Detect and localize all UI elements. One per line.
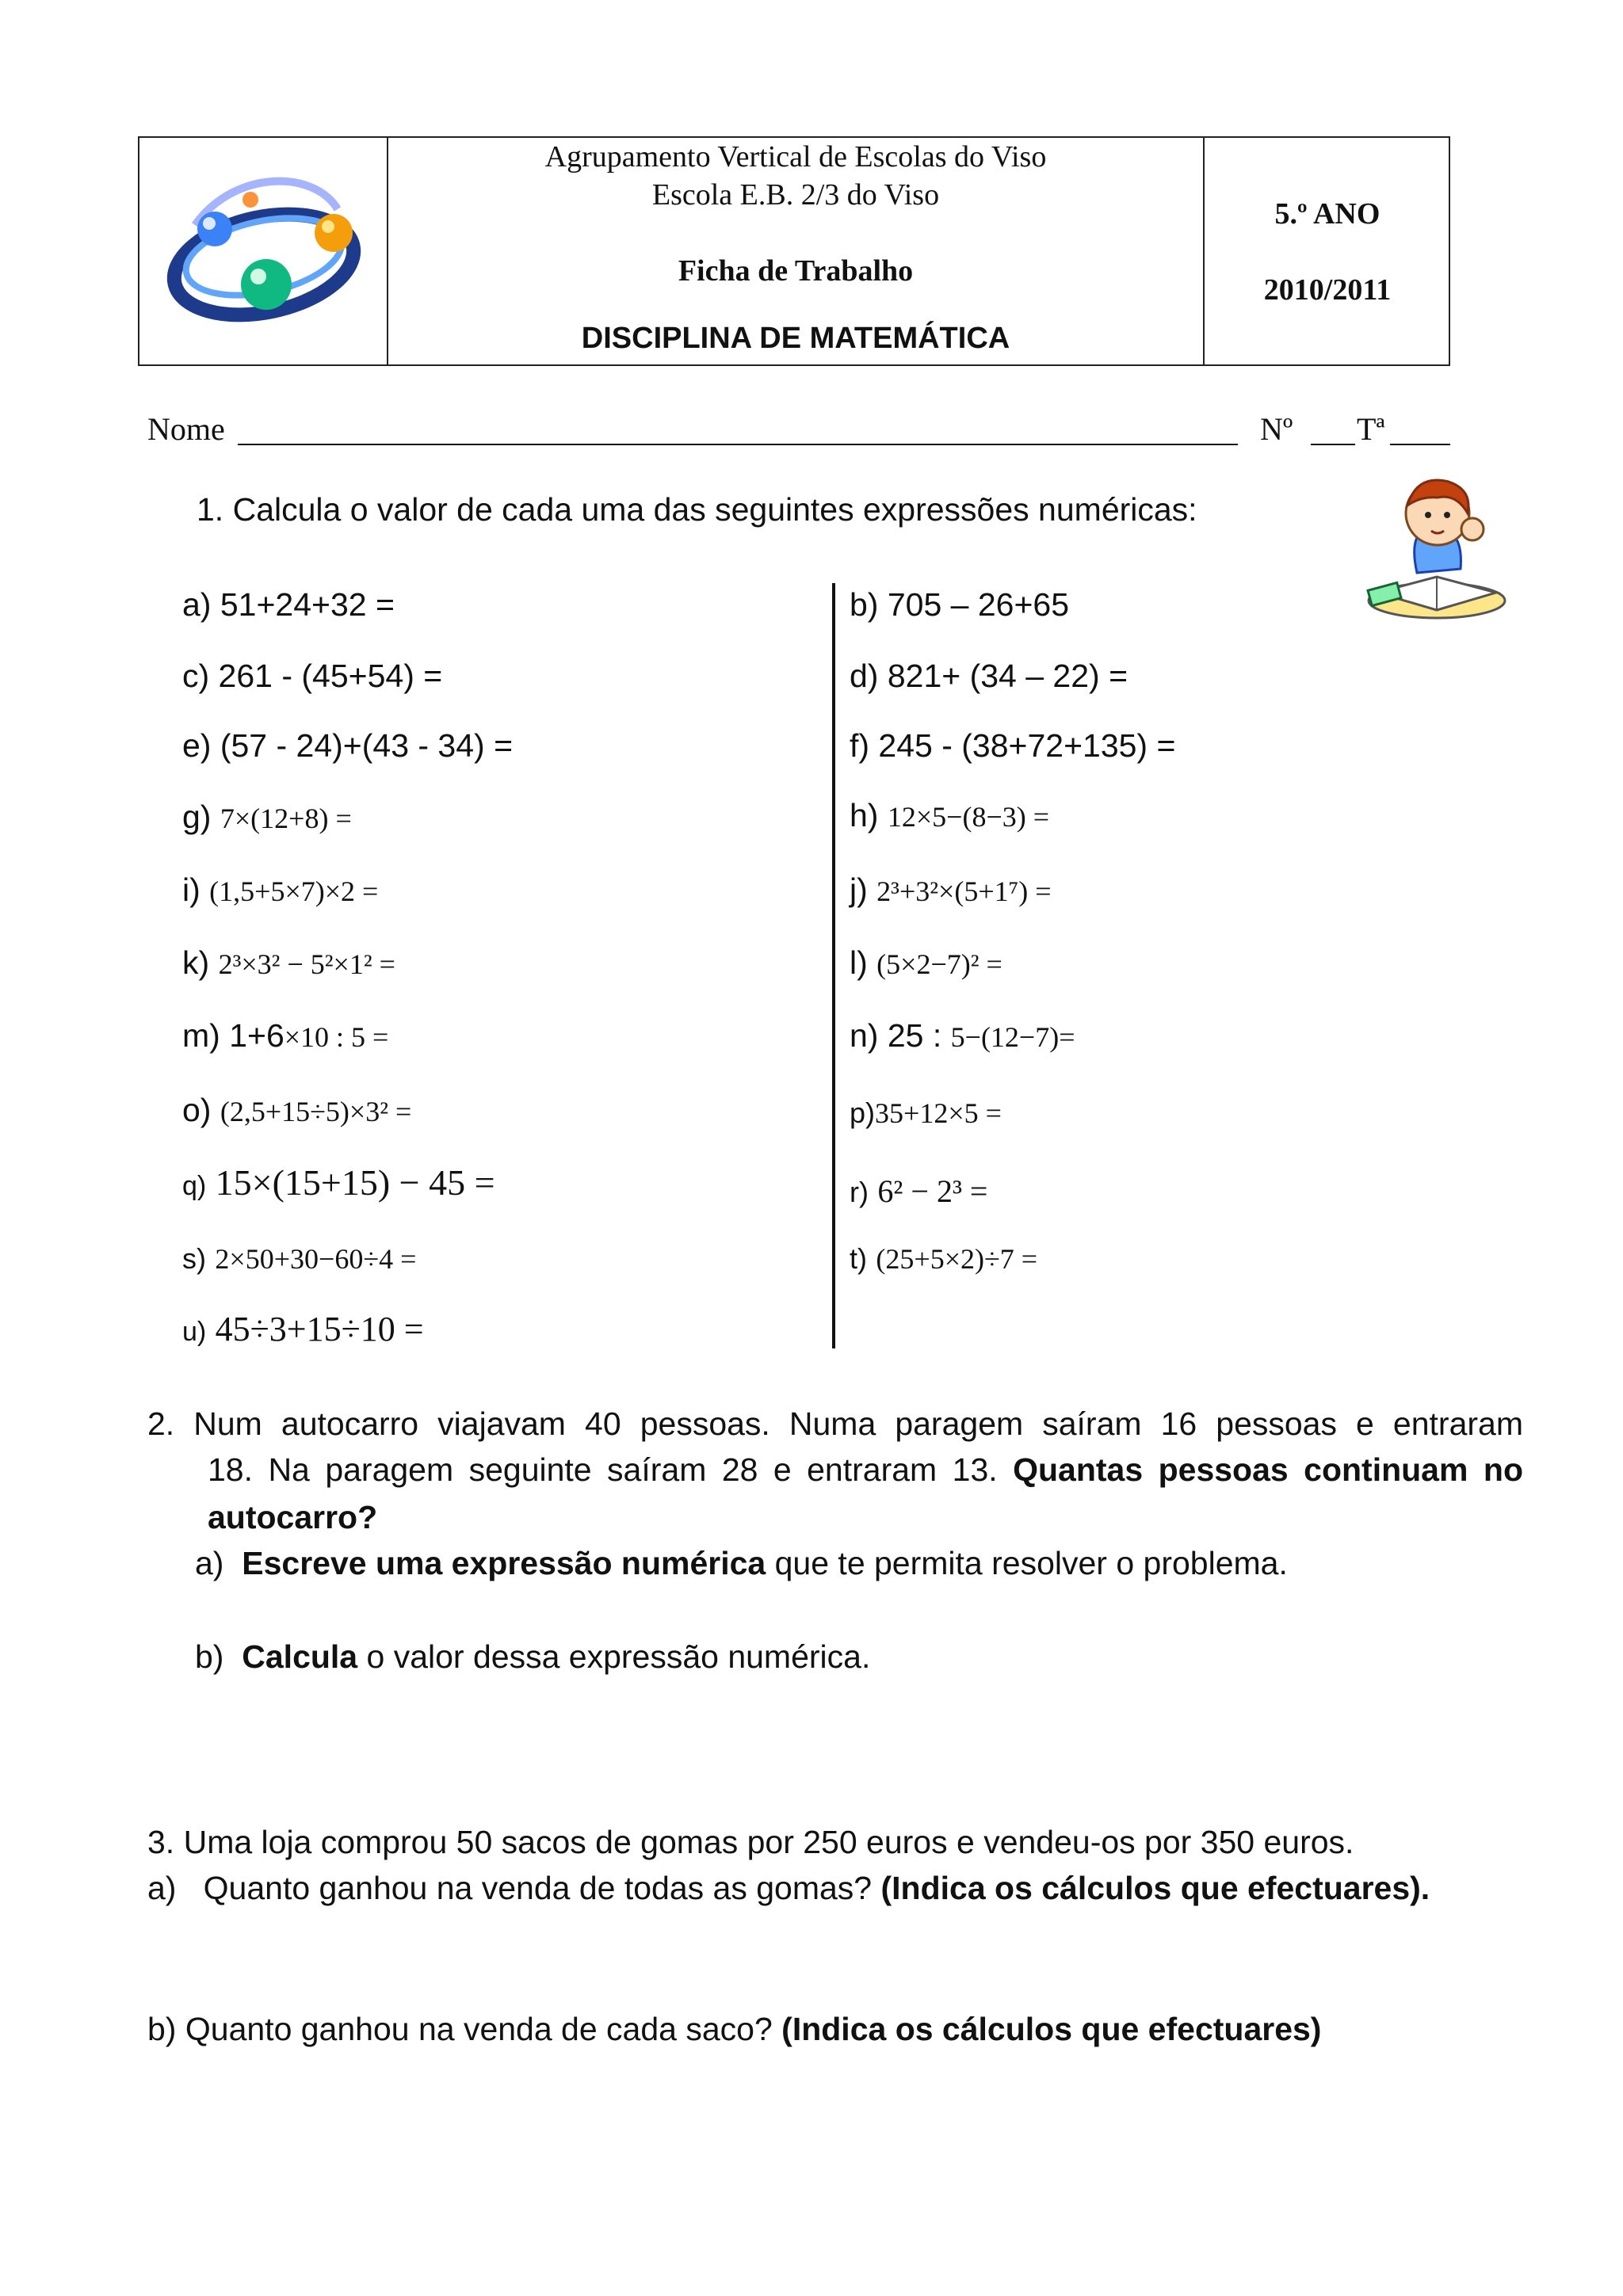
question-3b: b) Quanto ganhou na venda de cada saco? (Indica os cálculos que efectuares): [147, 2011, 1322, 2047]
question-3a: a) Quanto ganhou na venda de todas as gomas? (Indica os cálculos que efectuares).: [147, 1870, 1430, 1906]
exercise-m: m) 1+6×10 : 5 =: [182, 1017, 389, 1054]
exercise-c: c) 261 - (45+54) =: [182, 658, 443, 694]
school-group-name: Agrupamento Vertical de Escolas do Viso: [544, 140, 1047, 174]
exercise-q: q) 15×(15+15) − 45 =: [182, 1162, 495, 1203]
exercise-e: e) (57 - 24)+(43 - 34) =: [182, 727, 514, 764]
question-3-line-1: 3. Uma loja comprou 50 sacos de gomas por 250 euros e vendeu-os por 350 euros.: [147, 1824, 1354, 1860]
question-1-title: 1. Calcula o valor de cada uma das seguintes expressões numéricas:: [197, 491, 1197, 528]
exercise-k: k) 2³×3² − 5²×1² =: [182, 944, 395, 981]
question-2-line-1: 2. Num autocarro viajavam 40 pessoas. Numa paragem saíram 16 pessoas e entraram: [147, 1405, 1523, 1442]
title-cell: [388, 138, 1205, 364]
exercise-l: l) (5×2−7)² =: [850, 944, 1002, 981]
question-2a: a) Escreve uma expressão numérica que te permita resolver o problema.: [195, 1545, 1288, 1581]
exercise-b: b) 705 – 26+65: [850, 586, 1069, 623]
column-divider: [832, 583, 835, 1348]
exercise-p: p)35+12×5 =: [850, 1097, 1002, 1129]
school-name: Escola E.B. 2/3 do Viso: [651, 178, 940, 212]
exercise-r: r) 6² − 2³ =: [850, 1173, 988, 1209]
exercise-j: j) 2³+3²×(5+1⁷) =: [850, 871, 1052, 908]
studying-child-icon: [1361, 474, 1510, 621]
number-label: Nº: [1260, 411, 1293, 447]
question-2b: b) Calcula o valor dessa expressão numérica.: [195, 1638, 871, 1675]
grade-cell: [1205, 138, 1450, 364]
header-table: [138, 136, 1450, 366]
subject-title: DISCIPLINA DE MATEMÁTICA: [581, 322, 1010, 355]
name-label: Nome: [147, 411, 225, 447]
exercise-i: i) (1,5+5×7)×2 =: [182, 871, 379, 908]
class-field-line[interactable]: [1390, 444, 1450, 445]
sheet-type: Ficha de Trabalho: [678, 254, 914, 288]
exercise-d: d) 821+ (34 – 22) =: [850, 658, 1128, 694]
question-2-line-2: 18. Na paragem seguinte saíram 28 e entraram 13. Quantas pessoas continuam no: [208, 1451, 1523, 1488]
school-year: 2010/2011: [1263, 273, 1392, 307]
exercise-u: u) 45÷3+15÷10 =: [182, 1310, 424, 1348]
number-field-line[interactable]: [1311, 444, 1355, 445]
name-field-line[interactable]: [238, 444, 1238, 445]
school-logo-icon: [139, 138, 388, 366]
question-2-line-3: autocarro?: [208, 1499, 378, 1535]
exercise-s: s) 2×50+30−60÷4 =: [182, 1242, 417, 1275]
grade-label: 5.º ANO: [1274, 197, 1381, 231]
logo-cell: [139, 138, 388, 364]
class-label: Tª: [1357, 411, 1385, 447]
exercise-t: t) (25+5×2)÷7 =: [850, 1242, 1038, 1275]
exercise-n: n) 25 : 5−(12−7)=: [850, 1017, 1075, 1054]
exercise-f: f) 245 - (38+72+135) =: [850, 727, 1176, 764]
exercise-a: a) 51+24+32 =: [182, 586, 395, 623]
exercise-h: h) 12×5−(8−3) =: [850, 797, 1050, 833]
exercise-g: g) 7×(12+8) =: [182, 799, 352, 835]
exercise-o: o) (2,5+15÷5)×3² =: [182, 1092, 412, 1128]
